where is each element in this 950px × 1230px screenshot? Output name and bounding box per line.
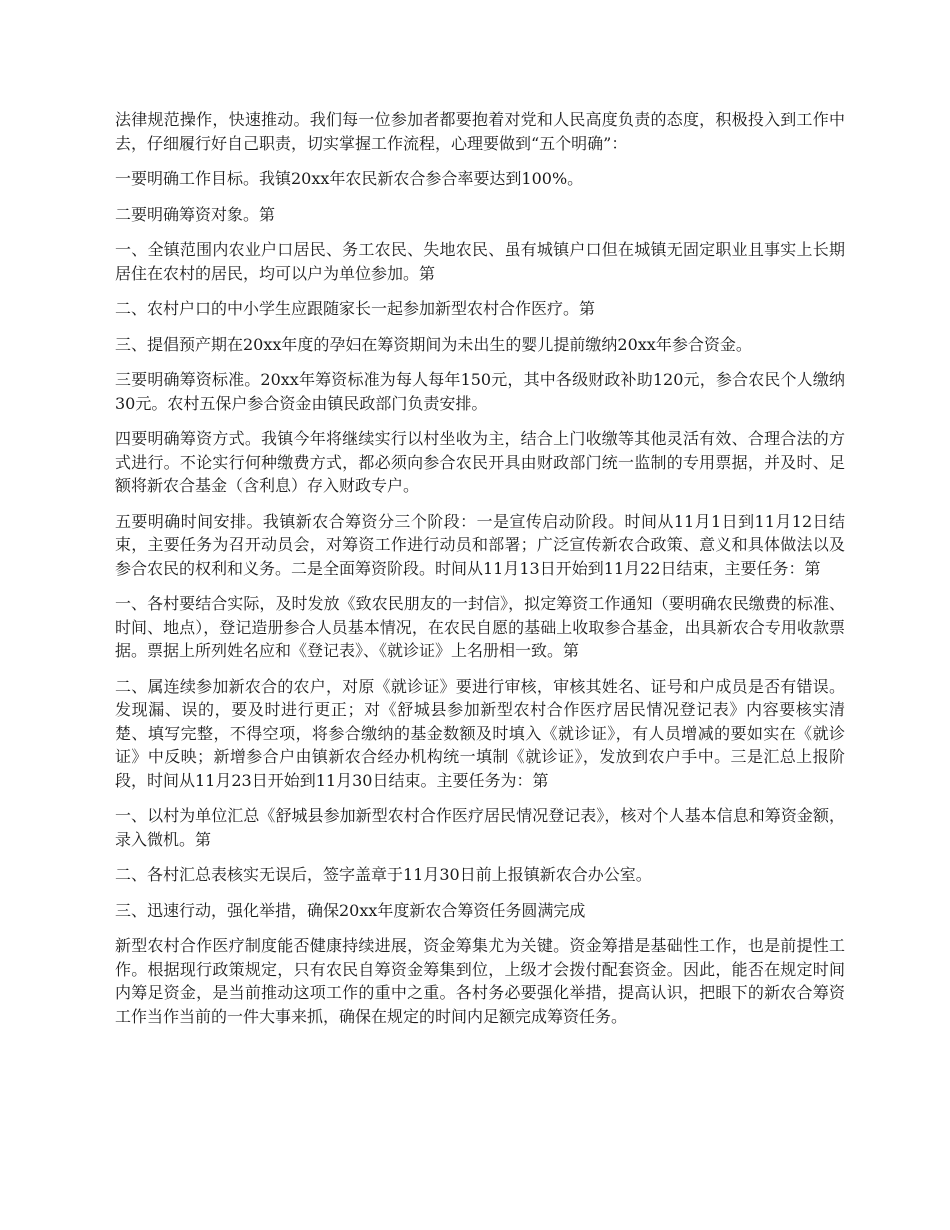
paragraph: 一、以村为单位汇总《舒城县参加新型农村合作医疗居民情况登记表》，核对个人基本信息和筹资金额，录入微机。第 xyxy=(115,806,845,849)
paragraph: 五要明确时间安排。我镇新农合筹资分三个阶段：一是宣传启动阶段。时间从11月1日到11月12日结束，主要任务为召开动员会，对筹资工作进行动员和部署；广泛宣传新农合政策、意义和具体做法以及参合农民的权利和义务。二是全面筹资阶段。时间从11月13日开始到11月22日结束，主要任务：第 xyxy=(115,511,845,578)
paragraph: 三、迅速行动，强化举措，确保20xx年度新农合筹资任务圆满完成 xyxy=(115,900,586,920)
paragraph: 三、提倡预产期在20xx年度的孕妇在筹资期间为未出生的婴儿提前缴纳20xx年参合资金。 xyxy=(115,334,752,354)
paragraph: 二要明确筹资对象。第 xyxy=(115,204,276,224)
paragraph: 二、各村汇总表核实无误后，签字盖章于11月30日前上报镇新农合办公室。 xyxy=(115,865,652,884)
paragraph: 二、农村户口的中小学生应跟随家长一起参加新型农村合作医疗。第 xyxy=(115,299,596,318)
paragraph: 四要明确筹资方式。我镇今年将继续实行以村坐收为主，结合上门收缴等其他灵活有效、合理合法的方式进行。不论实行何种缴费方式，都必须向参合农民开具由财政部门统一监制的专用票据，并及时、足额将新农合基金（含利息）存入财政专户。 xyxy=(115,429,845,495)
paragraph: 一、全镇范围内农业户口居民、务工农民、失地农民、虽有城镇户口但在城镇无固定职业且事实上长期居住在农村的居民，均可以户为单位参加。第 xyxy=(115,240,845,283)
document-body xyxy=(115,108,845,1040)
paragraph: 一、各村要结合实际，及时发放《致农民朋友的一封信》，拟定筹资工作通知（要明确农民缴费的标准、时间、地点），登记造册参合人员基本情况，在农民自愿的基础上收取参合基金，出具新农合专用收款票据。票据上所列姓名应和《登记表》、《就诊证》上名册相一致。第 xyxy=(115,594,845,660)
paragraph: 二、属连续参加新农合的农户，对原《就诊证》要进行审核，审核其姓名、证号和户成员是否有错误。发现漏、误的，要及时进行更正；对《舒城县参加新型农村合作医疗居民情况登记表》内容要核实清楚、填写完整，不得空项，将参合缴纳的基金数额及时填入《就诊证》，有人员增减的要如实在《就诊证》中反映；新增参合户由镇新农合经办机构统一填制《就诊证》，发放到农户手中。三是汇总上报阶段，时间从11月23日开始到11月30日结束。主要任务为：第 xyxy=(115,676,845,790)
paragraph: 法律规范操作，快速推动。我们每一位参加者都要抱着对党和人民高度负责的态度，积极投入到工作中去，仔细履行好自己职责，切实掌握工作流程，心理要做到“五个明确”： xyxy=(115,110,845,153)
paragraph: 三要明确筹资标准。20xx年筹资标准为每人每年150元，其中各级财政补助120元，参合农民个人缴纳30元。农村五保户参合资金由镇民政部门负责安排。 xyxy=(115,370,845,413)
paragraph: 一要明确工作目标。我镇20xx年农民新农合参合率要达到100%。 xyxy=(115,169,584,188)
paragraph: 新型农村合作医疗制度能否健康持续进展，资金筹集尤为关键。资金筹措是基础性工作，也是前提性工作。根据现行政策规定，只有农民自筹资金筹集到位，上级才会拨付配套资金。因此，能否在规定时间内筹足资金，是当前推动这项工作的重中之重。各村务必要强化举措，提高认识，把眼下的新农合筹资工作当作当前的一件大事来抓，确保在规定的时间内足额完成筹资任务。 xyxy=(115,936,845,1026)
